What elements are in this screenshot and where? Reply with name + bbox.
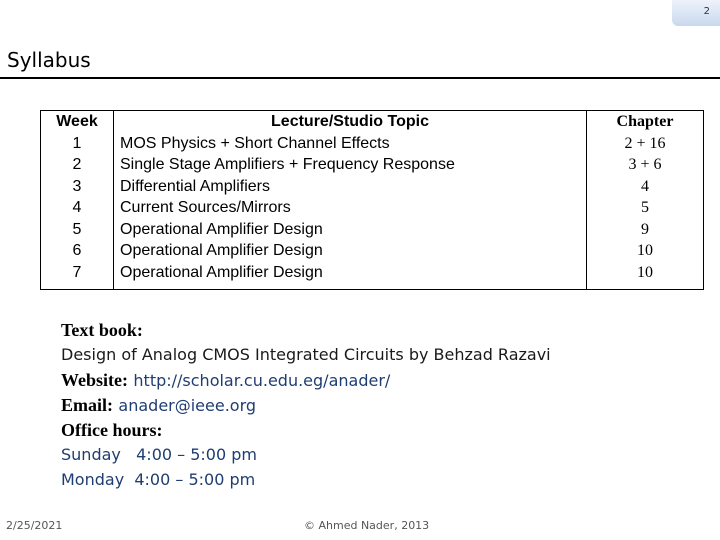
week-cell: 1 (41, 133, 114, 155)
table-row (41, 154, 704, 176)
week-cell: 7 (41, 262, 114, 290)
topic-cell: Current Sources/Mirrors (114, 197, 587, 219)
table-header-row (41, 111, 704, 133)
table-row (41, 197, 704, 219)
footer-copyright: © Ahmed Nader, 2013 (304, 519, 430, 532)
website-link[interactable]: http://scholar.cu.edu.eg/anader/ (133, 370, 391, 390)
topic-cell: Operational Amplifier Design (114, 219, 587, 241)
website-label: Website: (61, 369, 128, 390)
chapter-cell: 5 (641, 199, 649, 216)
textbook-label-line (61, 318, 551, 343)
syllabus-table (40, 110, 704, 290)
week-cell: 3 (41, 176, 114, 198)
slide-title: Syllabus (7, 48, 91, 72)
chapter-cell: 3 + 6 (628, 156, 662, 173)
office-hours-line-2 (61, 468, 551, 492)
email-line (61, 393, 551, 418)
office-hours-line-1 (61, 443, 551, 467)
table-row (41, 133, 704, 155)
title-divider (0, 77, 720, 79)
chapter-cell: 4 (641, 177, 649, 195)
page-number-badge (672, 0, 720, 26)
topic-cell: Operational Amplifier Design (114, 262, 587, 290)
topic-cell: Single Stage Amplifiers + Frequency Response (114, 154, 587, 176)
header-chapter: Chapter (616, 113, 674, 130)
chapter-cell: 9 (641, 220, 649, 238)
office-hours-sunday: Sunday 4:00 – 5:00 pm (61, 445, 257, 465)
table-row (41, 176, 704, 198)
week-cell: 4 (41, 197, 114, 219)
week-cell: 5 (41, 219, 114, 241)
website-line (61, 368, 551, 393)
week-cell: 2 (41, 154, 114, 176)
email-label: Email: (61, 394, 113, 415)
chapter-cell: 2 + 16 (624, 134, 666, 152)
week-cell: 6 (41, 240, 114, 262)
textbook-label: Text book: (61, 320, 143, 340)
page-number: 2 (703, 6, 710, 17)
office-hours-monday: Monday 4:00 – 5:00 pm (61, 469, 256, 489)
course-info (61, 318, 551, 492)
email-link[interactable]: anader@ieee.org (118, 395, 257, 415)
table-row (41, 262, 704, 290)
chapter-cell: 10 (637, 263, 653, 281)
header-week: Week (41, 111, 114, 133)
footer-date: 2/25/2021 (6, 519, 63, 532)
header-topic: Lecture/Studio Topic (114, 111, 587, 133)
textbook-value: Design of Analog CMOS Integrated Circuits by Behzad Razavi (61, 345, 551, 365)
table-row (41, 240, 704, 262)
textbook-value-line (61, 343, 551, 367)
topic-cell: Differential Amplifiers (114, 176, 587, 198)
topic-cell: Operational Amplifier Design (114, 240, 587, 262)
office-hours-label: Office hours: (61, 420, 163, 441)
office-hours-label-line (61, 418, 551, 443)
table-row (41, 219, 704, 241)
topic-cell: MOS Physics + Short Channel Effects (114, 133, 587, 155)
chapter-cell: 10 (637, 242, 653, 259)
